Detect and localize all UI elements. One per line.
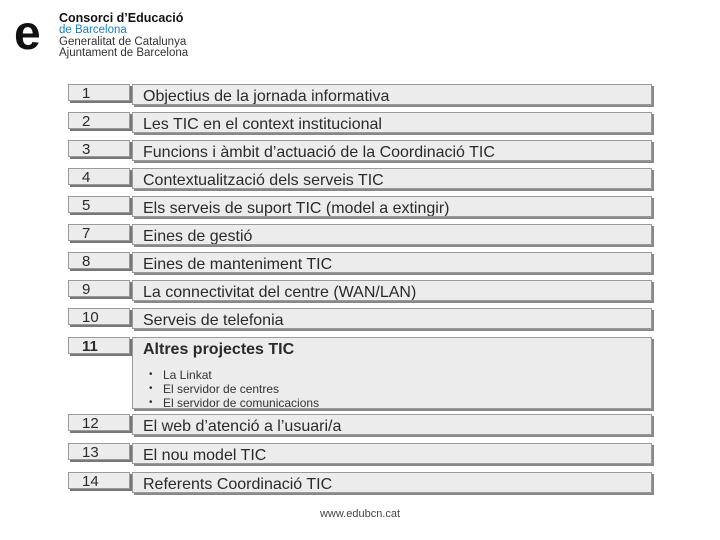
agenda-number: 5 (68, 196, 130, 213)
agenda-number: 9 (68, 280, 130, 297)
agenda-subitem: • El servidor de centres (149, 382, 651, 396)
agenda-subitem: • El servidor de comunicacions (149, 396, 651, 409)
org-name: Consorci d’Educació (59, 11, 184, 25)
agenda-title: Les TIC en el context institucional (143, 116, 382, 133)
org-name-block (59, 12, 259, 60)
agenda-number: 1 (68, 84, 130, 101)
agenda-subitem: • La Linkat (149, 368, 651, 382)
agenda-title: Eines de gestió (143, 228, 253, 245)
agenda-title: Eines de manteniment TIC (143, 256, 333, 273)
agenda-number: 3 (68, 140, 130, 157)
agenda-number: 4 (68, 168, 130, 185)
agenda-title: Referents Coordinació TIC (143, 476, 333, 493)
org-parent-generalitat: Generalitat de Catalunya (59, 35, 187, 48)
agenda-sublist (143, 368, 651, 409)
agenda-title-box (132, 224, 652, 245)
agenda-title-box (132, 252, 652, 273)
agenda-title: Serveis de telefonia (143, 312, 284, 329)
agenda-title-box (132, 472, 652, 493)
agenda-title-box (132, 168, 652, 189)
agenda-title: El nou model TIC (143, 447, 267, 464)
agenda-title: El web d’atenció a l’usuari/a (143, 418, 342, 435)
agenda-title-box (132, 280, 652, 301)
footer-url: www.edubcn.cat (319, 508, 401, 520)
agenda-title: La connectivitat del centre (WAN/LAN) (143, 284, 417, 301)
agenda-number: 7 (68, 224, 130, 241)
agenda-title-box (132, 443, 652, 464)
agenda-number: 10 (68, 308, 130, 325)
agenda-title-box (132, 112, 652, 133)
agenda-number: 11 (68, 337, 130, 354)
agenda-title: Altres projectes TIC (143, 341, 295, 358)
svg-text:e: e (14, 14, 41, 54)
agenda-title: Contextualització dels serveis TIC (143, 172, 384, 189)
agenda-title: Objectius de la jornada informativa (143, 88, 390, 105)
agenda-number: 2 (68, 112, 130, 129)
agenda-title: Els serveis de suport TIC (model a extingir) (143, 200, 450, 217)
agenda-title-box (132, 414, 652, 435)
agenda-title-box (132, 308, 652, 329)
consorci-logo-icon (14, 14, 54, 54)
agenda-title: Funcions i àmbit d’actuació de la Coordinació TIC (143, 144, 495, 161)
agenda-title-box (132, 337, 652, 409)
org-parent-ajuntament: Ajuntament de Barcelona (59, 47, 189, 59)
agenda-title-box (132, 84, 652, 105)
agenda-number: 8 (68, 252, 130, 269)
org-name-sub: de Barcelona (59, 24, 127, 36)
agenda-number: 13 (68, 443, 130, 460)
agenda-title-box (132, 196, 652, 217)
agenda-title-box (132, 140, 652, 161)
agenda-number: 14 (68, 472, 130, 489)
agenda-number: 12 (68, 414, 130, 431)
